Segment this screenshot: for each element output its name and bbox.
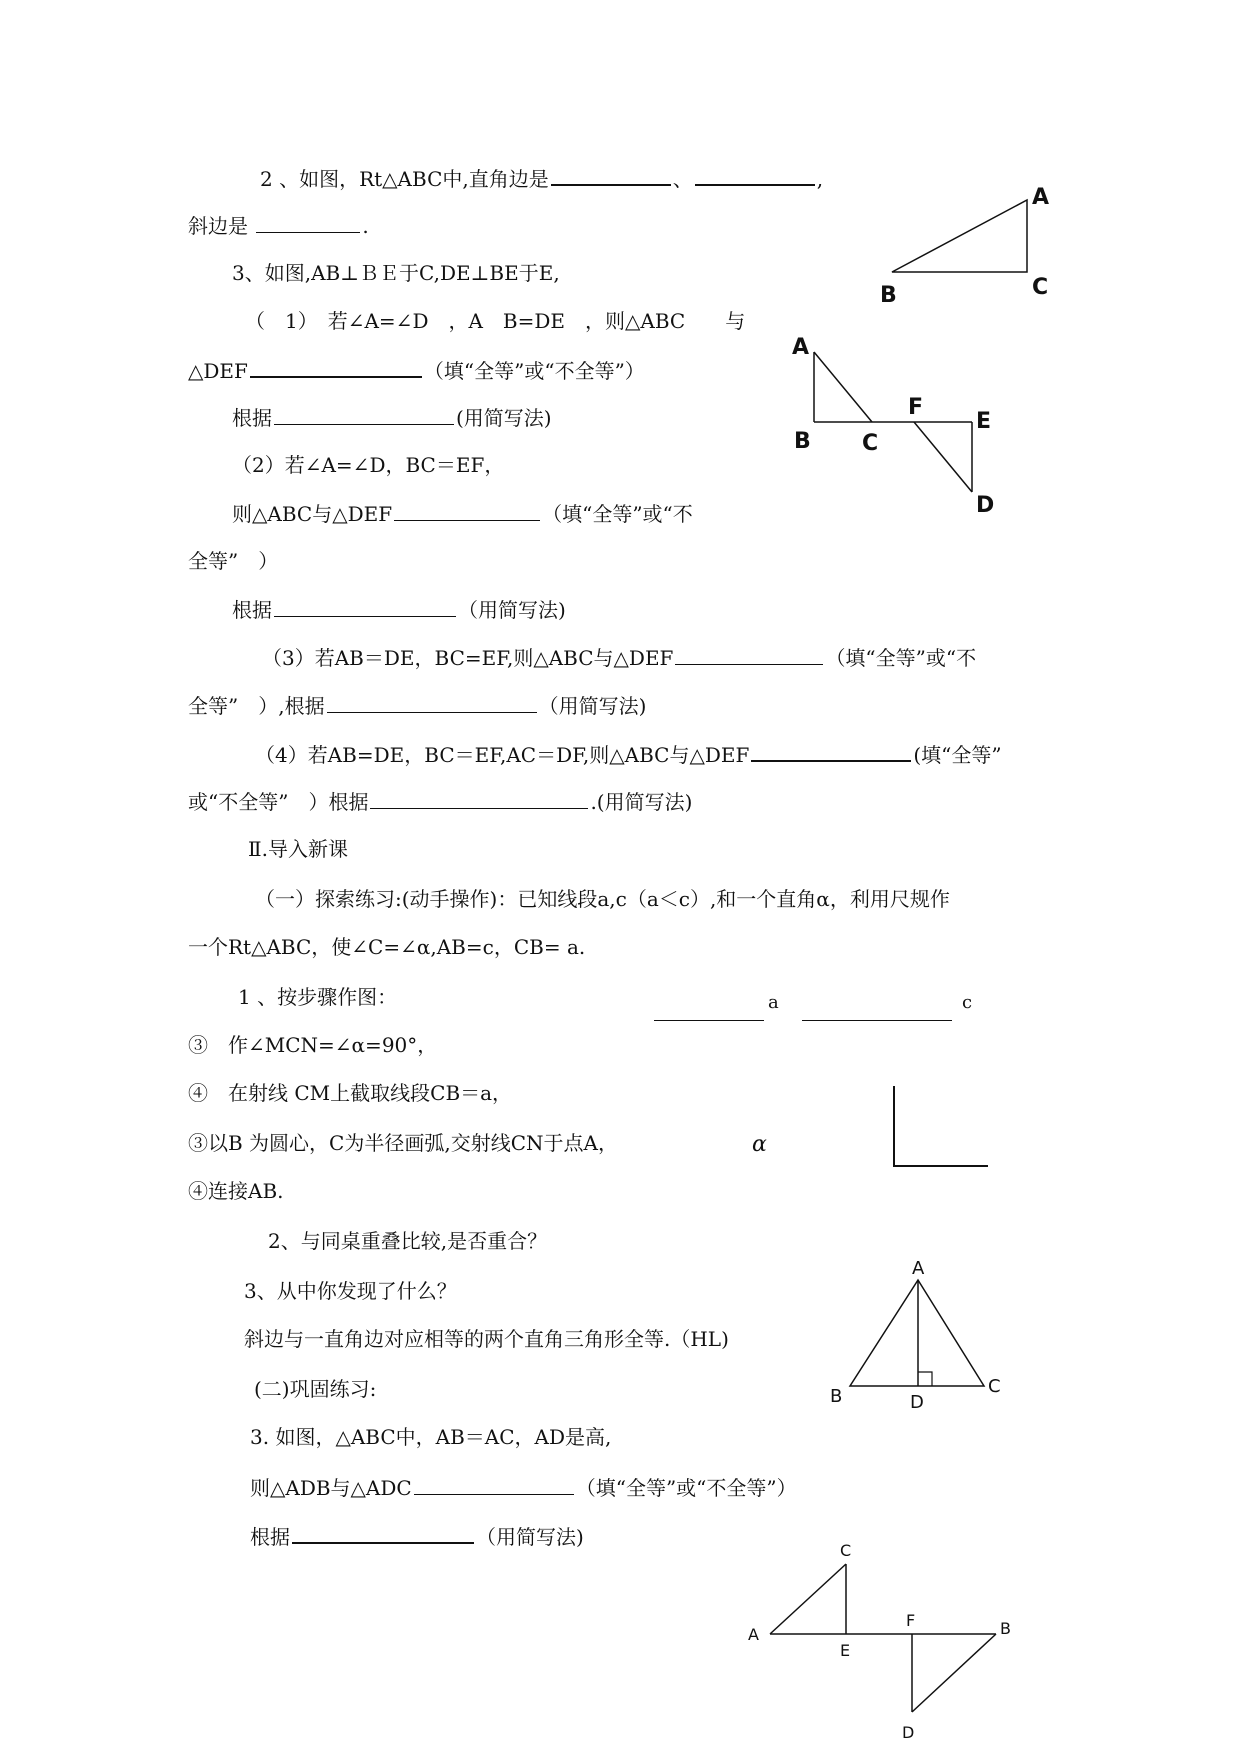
fig2-label-B: B xyxy=(794,429,811,454)
answer-blank[interactable] xyxy=(751,740,911,762)
part-2-line: （2）若∠A=∠D，BC＝EF， xyxy=(232,453,505,477)
exploration-cont: 一个Rt△ABC，使∠C=∠α,AB=c，CB= a. xyxy=(188,935,586,959)
fig3-label-A: A xyxy=(912,1258,925,1279)
segment-a xyxy=(654,1020,764,1021)
part-1-reason-line: 根据 (用简写法) xyxy=(232,406,552,430)
fig2-label-F: F xyxy=(908,395,924,420)
step-2: ④ 在射线 CM上截取线段CB＝a， xyxy=(188,1081,513,1105)
answer-blank[interactable] xyxy=(414,1474,574,1495)
segment-c xyxy=(802,1020,952,1021)
fig4-label-A: A xyxy=(748,1625,759,1644)
part-4-line: （4）若AB=DE，BC＝EF,AC＝DF,则△ABC与△DEF (填“全等” xyxy=(255,740,1002,768)
answer-blank[interactable] xyxy=(250,356,422,378)
figure-isosceles-triangle xyxy=(820,1250,1020,1410)
answer-blank[interactable] xyxy=(370,788,588,809)
part-3-reason-line: 全等” ）,根据 （用简写法) xyxy=(188,694,647,718)
answer-blank[interactable] xyxy=(695,164,815,186)
part-2-answer-cont: 全等” ） xyxy=(188,549,279,573)
step-3: ③以B 为圆心，C为半径画弧,交射线CN于点A， xyxy=(188,1131,618,1155)
section-heading: Ⅱ.导入新课 xyxy=(248,837,348,861)
fig2-label-A: A xyxy=(792,335,810,360)
practice-answer-line: 则△ADB与△ADC （填“全等”或“不全等”） xyxy=(250,1476,797,1500)
discover-question: 3、从中你发现了什么？ xyxy=(244,1279,457,1303)
segment-c-label: c xyxy=(962,992,973,1013)
fig4-label-E: E xyxy=(840,1641,851,1660)
segment-a-label: a xyxy=(768,992,779,1013)
exploration-line: （一）探索练习:(动手操作)：已知线段a,c（a＜c）,和一个直角α，利用尺规作 xyxy=(255,887,950,911)
fig1-label-B: B xyxy=(880,283,897,308)
fig4-label-B: B xyxy=(1000,1619,1011,1638)
part-2-answer-line: 则△ABC与△DEF （填“全等”或“不 xyxy=(232,502,693,526)
part-2-reason-line: 根据 （用简写法) xyxy=(232,598,566,622)
fig4-label-C: C xyxy=(840,1541,852,1560)
figure-two-triangles xyxy=(780,330,1010,520)
fig2-label-D: D xyxy=(976,493,995,518)
step-1: ③ 作∠MCN=∠α=90°， xyxy=(188,1033,438,1057)
right-angle-alpha xyxy=(880,1080,1000,1170)
part-1-line: （ 1） 若∠A=∠D ，A B=DE ，则△ABC 与 xyxy=(245,309,746,333)
answer-blank[interactable] xyxy=(274,404,454,425)
part-4-reason-line: 或“不全等” ）根据 .(用简写法) xyxy=(188,790,693,814)
fig4-label-F: F xyxy=(906,1611,916,1630)
practice-heading: (二)巩固练习: xyxy=(254,1377,377,1401)
answer-blank[interactable] xyxy=(394,500,540,521)
answer-blank[interactable] xyxy=(292,1522,474,1544)
fig3-label-C: C xyxy=(988,1376,1001,1397)
fig2-label-C: C xyxy=(862,431,879,456)
alpha-symbol: α xyxy=(752,1132,767,1157)
fig1-label-A: A xyxy=(1032,185,1050,210)
compare-question: 2、与同桌重叠比较,是否重合？ xyxy=(268,1229,548,1253)
part-3-line: （3）若AB＝DE，BC=EF,则△ABC与△DEF （填“全等”或“不 xyxy=(262,646,977,670)
hl-theorem: 斜边与一直角边对应相等的两个直角三角形全等.（HL) xyxy=(244,1327,729,1351)
step-4: ④连接AB. xyxy=(188,1179,284,1203)
part-1-answer-line: △DEF （填“全等”或“不全等”） xyxy=(188,356,645,384)
answer-blank[interactable] xyxy=(675,644,823,665)
practice-reason-line: 根据 （用简写法) xyxy=(250,1522,584,1550)
answer-blank[interactable] xyxy=(274,596,456,617)
fig3-label-D: D xyxy=(910,1392,924,1410)
answer-blank[interactable] xyxy=(256,212,360,233)
figure-two-triangles-2 xyxy=(744,1538,1024,1748)
fig1-label-C: C xyxy=(1032,275,1049,300)
answer-blank[interactable] xyxy=(551,164,671,186)
steps-heading: 1 、按步骤作图： xyxy=(238,985,398,1009)
practice-question: 3. 如图，△ABC中，AB＝AC，AD是高, xyxy=(250,1425,612,1449)
figure-right-triangle xyxy=(870,180,1060,310)
fig3-label-B: B xyxy=(830,1386,843,1407)
hypotenuse-line: 斜边是 . xyxy=(188,214,369,238)
question-3-line: 3、如图,AB⊥ＢＥ于C,DE⊥BE于E, xyxy=(232,261,560,285)
question-2-line: 2 、如图，Rt△ABC中,直角边是 、 , xyxy=(260,164,823,192)
answer-blank[interactable] xyxy=(327,692,537,713)
fig2-label-E: E xyxy=(976,409,992,434)
fig4-label-D: D xyxy=(902,1723,915,1742)
